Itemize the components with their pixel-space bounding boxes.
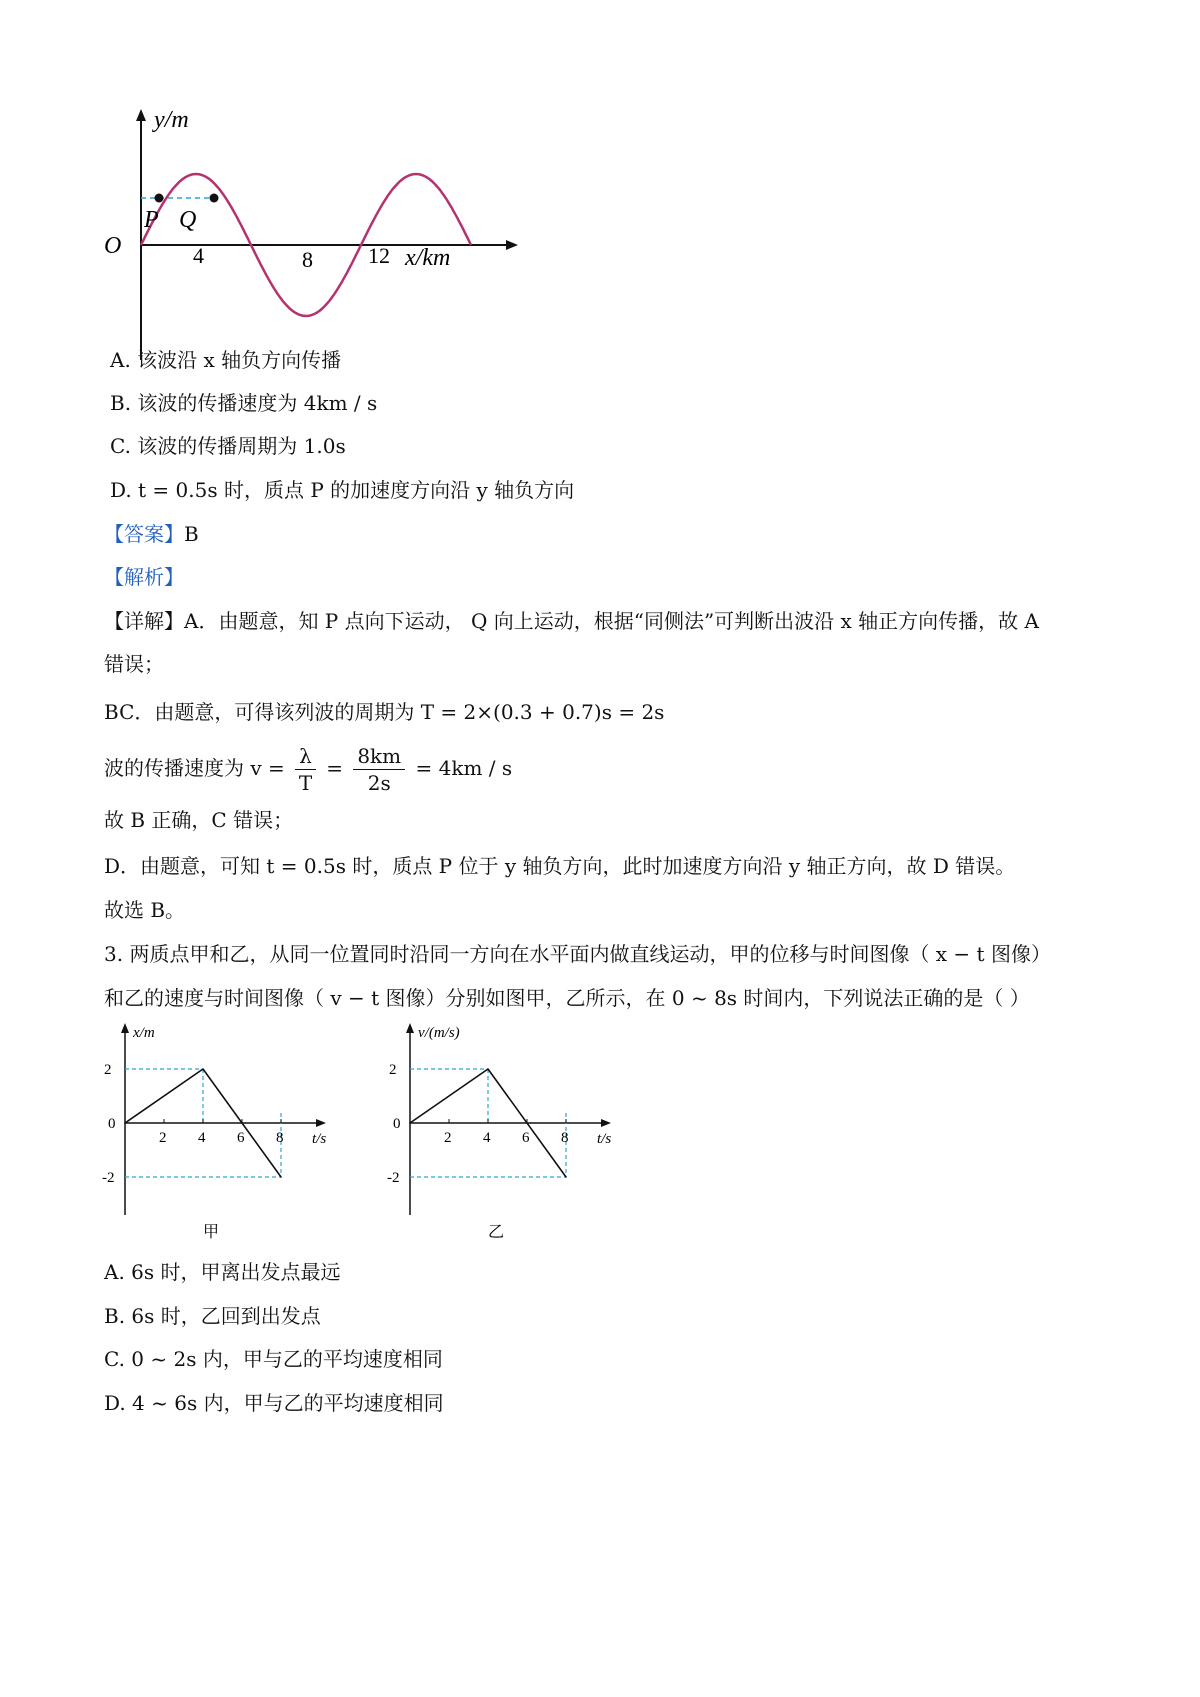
x-tick-label: 2 xyxy=(159,1130,167,1146)
q3-option-d: D. 4 ~ 6s 内，甲与乙的平均速度相同 xyxy=(104,1391,444,1415)
wave-tick-8: 8 xyxy=(302,247,313,272)
chart-caption: 乙 xyxy=(488,1224,505,1241)
series-segment xyxy=(125,1069,203,1123)
q3-option-c: C. 0 ~ 2s 内，甲与乙的平均速度相同 xyxy=(104,1347,443,1371)
x-axis-arrow xyxy=(601,1119,611,1127)
data-point xyxy=(487,1068,489,1070)
speed-fraction-2 xyxy=(353,743,405,796)
x-tick-label: 4 xyxy=(198,1130,206,1146)
period-value: 2s xyxy=(367,771,391,795)
wave-tick-4: 4 xyxy=(193,243,204,268)
answer-tag: 【答案】 xyxy=(104,522,184,546)
q2-option-b: B. 该波的传播速度为 4km / s xyxy=(110,391,378,415)
data-point xyxy=(409,1122,411,1124)
q2-option-c: C. 该波的传播周期为 1.0s xyxy=(110,434,346,458)
wavelength-value: 8km xyxy=(353,743,405,770)
speed-fraction-1 xyxy=(295,743,316,796)
wave-y-label: y/m xyxy=(154,107,189,133)
q3-option-a: A. 6s 时，甲离出发点最远 xyxy=(104,1260,341,1284)
y-tick-label: 0 xyxy=(108,1116,116,1132)
y-tick-label: -2 xyxy=(387,1170,400,1186)
chart-jia xyxy=(100,1015,350,1245)
answer-value: B xyxy=(184,522,199,546)
x-tick-label: 6 xyxy=(522,1130,530,1146)
point-p-label: P xyxy=(144,207,159,233)
wave-origin-label: O xyxy=(104,233,122,259)
lambda-symbol: λ xyxy=(295,743,316,770)
speed-formula-line xyxy=(104,740,512,796)
wave-tick-12: 12 xyxy=(368,243,390,268)
chart-caption: 甲 xyxy=(203,1224,220,1241)
y-tick-label: 2 xyxy=(389,1062,397,1078)
q2-option-d: D. t = 0.5s 时，质点 P 的加速度方向沿 y 轴负方向 xyxy=(110,478,575,502)
q2-option-a: A. 该波沿 x 轴负方向传播 xyxy=(110,348,342,372)
y-axis-arrow xyxy=(406,1023,414,1033)
chart-yi xyxy=(385,1015,635,1245)
wave-x-arrow xyxy=(506,240,518,250)
y-tick-label: 2 xyxy=(104,1062,112,1078)
detail-a-text: A．由题意，知 P 点向下运动， Q 向上运动，根据“同侧法”可判断出波沿 x 轴正方向传播，故 A xyxy=(184,609,1039,633)
x-axis-label: t/s xyxy=(597,1131,612,1147)
answer-line xyxy=(104,520,199,548)
wave-y-arrow xyxy=(136,109,146,121)
period-symbol: T xyxy=(298,771,313,795)
y-axis-label: v/(m/s) xyxy=(418,1025,460,1041)
y-axis-arrow xyxy=(121,1023,129,1033)
bc-period-line: BC．由题意，可得该列波的周期为 T = 2×(0.3 + 0.7)s = 2s xyxy=(104,700,665,724)
wave-figure xyxy=(100,105,520,365)
d-analysis-line: D．由题意，可知 t = 0.5s 时，质点 P 位于 y 轴负方向，此时加速度方向沿 y 轴正方向，故 D 错误。 xyxy=(104,854,1016,878)
point-q-dot xyxy=(210,194,219,203)
q3-stem-line-1: 3. 两质点甲和乙，从同一位置同时沿同一方向在水平面内做直线运动，甲的位移与时间图像（ x − t 图像） xyxy=(104,942,1051,966)
final-choice: 故选 B。 xyxy=(104,898,186,922)
wave-x-label: x/km xyxy=(405,245,451,271)
x-tick-label: 4 xyxy=(483,1130,491,1146)
data-point xyxy=(280,1176,282,1178)
analysis-tag: 【解析】 xyxy=(104,565,184,589)
x-tick-label: 8 xyxy=(561,1130,569,1146)
detail-line-a xyxy=(104,607,1039,635)
detail-tag: 【详解】 xyxy=(104,609,184,633)
bc-conclusion: 故 B 正确，C 错误； xyxy=(104,808,294,832)
detail-line-a-cont: 错误； xyxy=(104,652,164,676)
q3-stem-line-2: 和乙的速度与时间图像（ v − t 图像）分别如图甲，乙所示，在 0 ~ 8s 时间内，下列说法正确的是（ ） xyxy=(104,986,1030,1010)
x-tick-label: 8 xyxy=(276,1130,284,1146)
x-axis-arrow xyxy=(316,1119,326,1127)
y-tick-label: 0 xyxy=(393,1116,401,1132)
point-p-dot xyxy=(155,194,164,203)
data-point xyxy=(565,1176,567,1178)
speed-prefix: 波的传播速度为 v = xyxy=(104,756,285,780)
y-axis-label: x/m xyxy=(133,1025,155,1041)
x-tick-label: 2 xyxy=(444,1130,452,1146)
x-tick-label: 6 xyxy=(237,1130,245,1146)
x-axis-label: t/s xyxy=(312,1131,327,1147)
speed-result: = 4km / s xyxy=(415,756,513,780)
point-q-label: Q xyxy=(179,207,197,233)
series-segment xyxy=(410,1069,488,1123)
data-point xyxy=(202,1068,204,1070)
y-tick-label: -2 xyxy=(102,1170,115,1186)
q3-option-b: B. 6s 时，乙回到出发点 xyxy=(104,1304,321,1328)
data-point xyxy=(124,1122,126,1124)
equals-sign: = xyxy=(326,756,343,780)
